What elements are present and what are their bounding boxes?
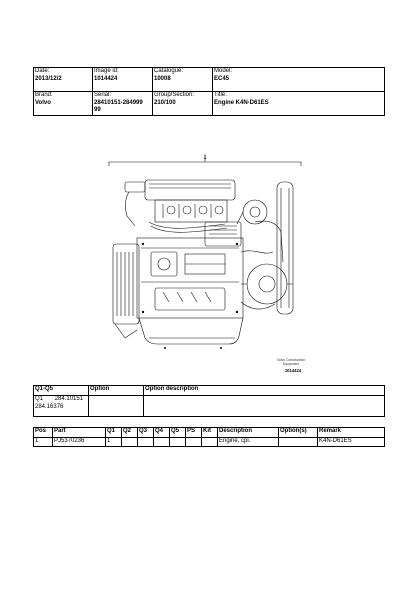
options-header-description: Option description <box>144 386 385 396</box>
callout-number: 1 <box>203 155 207 161</box>
options-q-label: Q1 <box>35 396 44 402</box>
options-description-cell <box>144 396 385 417</box>
serial-value-1: 28410151-284999 <box>94 99 143 106</box>
image-id-label: Image id: <box>94 68 119 74</box>
header-info-table <box>33 67 385 116</box>
catalogue-label: Catalogue: <box>154 68 184 74</box>
options-header-option: Option <box>89 386 144 396</box>
brand-cell <box>34 92 93 116</box>
model-value: EC45 <box>214 75 230 82</box>
parts-header-q1: Q1 <box>106 428 122 438</box>
options-table <box>33 385 385 417</box>
parts-kit <box>202 438 218 447</box>
engine-illustration <box>105 152 315 377</box>
parts-header-kit: Kit <box>202 428 218 438</box>
image-id-cell <box>93 68 153 92</box>
catalogue-value: 10008 <box>154 75 171 82</box>
options-q-cell <box>34 396 89 417</box>
date-label: Date: <box>35 68 50 74</box>
date-value: 2013/12/2 <box>35 75 62 82</box>
title-cell <box>213 92 385 116</box>
parts-table <box>33 427 385 447</box>
figure-image-number: 1014424 <box>284 368 302 373</box>
parts-q3 <box>138 438 154 447</box>
parts-header-ps: PS <box>186 428 202 438</box>
parts-q4 <box>154 438 170 447</box>
table-row <box>34 438 385 447</box>
model-label: Model: <box>214 68 233 74</box>
parts-ps <box>186 438 202 447</box>
parts-header-q3: Q3 <box>138 428 154 438</box>
title-value: Engine K4N-D61ES <box>214 99 269 106</box>
parts-part-number: PJ5370236 <box>53 438 106 447</box>
options-q-value-2: 284.16376 <box>35 403 64 410</box>
parts-q2 <box>122 438 138 447</box>
parts-options <box>279 438 318 447</box>
parts-header-remark: Remark <box>318 428 385 438</box>
serial-cell <box>93 92 153 116</box>
parts-header-row <box>34 428 385 438</box>
parts-remark: K4N-D61ES <box>318 438 385 447</box>
options-option-cell <box>89 396 144 417</box>
model-cell <box>213 68 385 92</box>
parts-q5 <box>170 438 186 447</box>
figure-caption <box>276 358 306 366</box>
catalogue-cell <box>153 68 213 92</box>
callout-bracket <box>109 162 301 166</box>
parts-description: Engine, cpl. <box>218 438 279 447</box>
image-id-value: 1014424 <box>94 75 118 82</box>
options-q-value-1: 284.10151 <box>54 396 84 402</box>
group-cell <box>153 92 213 116</box>
parts-header-q5: Q5 <box>170 428 186 438</box>
options-header-q: Q1-Q5 <box>34 386 89 396</box>
parts-header-part: Part <box>53 428 106 438</box>
parts-q1: 1 <box>106 438 122 447</box>
parts-header-options: Option(s) <box>279 428 318 438</box>
parts-pos: 1 <box>34 438 53 447</box>
serial-label: Serial: <box>94 92 112 98</box>
parts-header-description: Description <box>218 428 279 438</box>
brand-value: Volvo <box>35 99 51 106</box>
figure-caption-line1: Volvo Construction <box>276 358 306 362</box>
parts-header-pos: Pos <box>34 428 53 438</box>
group-label: Group/Section: <box>154 92 195 98</box>
serial-value-2: 99 <box>94 107 101 113</box>
brand-label: Brand: <box>35 92 53 98</box>
title-label: Title: <box>214 92 227 98</box>
parts-header-q2: Q2 <box>122 428 138 438</box>
figure-caption-line2: Equipment <box>282 362 300 366</box>
group-value: 210/100 <box>154 99 176 106</box>
parts-header-q4: Q4 <box>154 428 170 438</box>
date-cell <box>34 68 93 92</box>
